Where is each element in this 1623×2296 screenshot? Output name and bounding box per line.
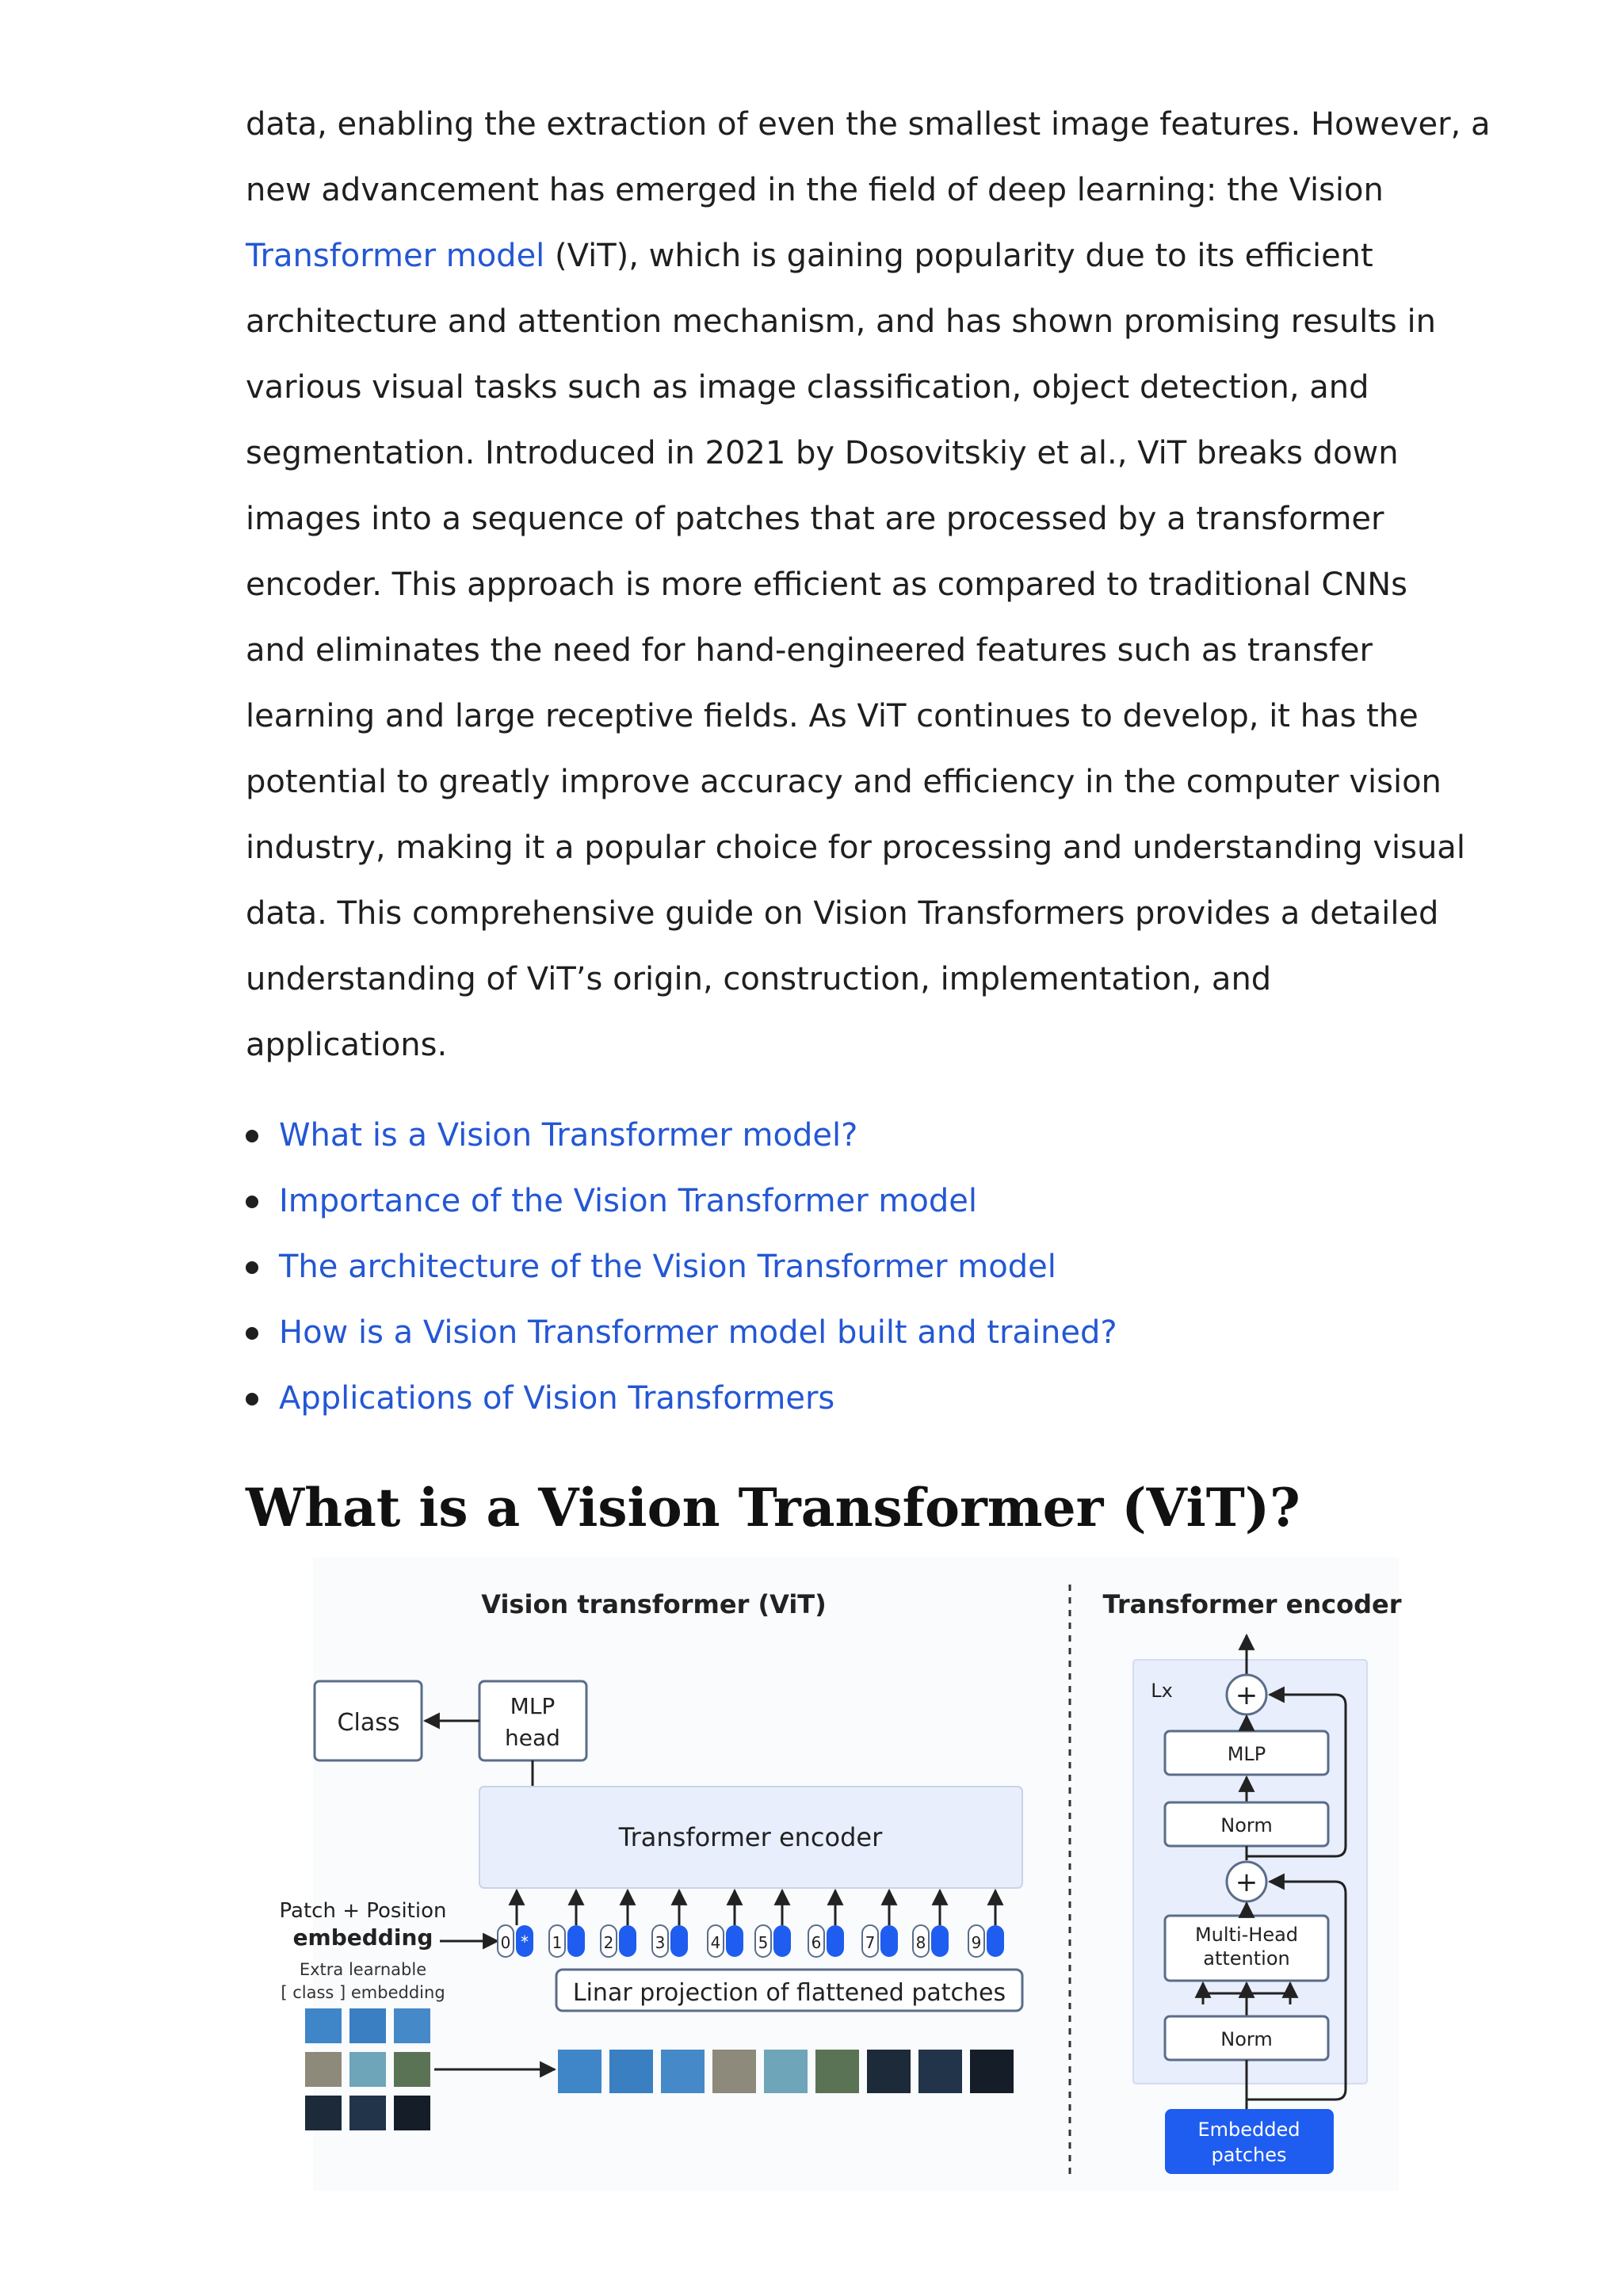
position-index: 0	[500, 1933, 511, 1952]
plus-sign-middle: +	[1235, 1867, 1258, 1898]
position-index: 9	[971, 1933, 982, 1952]
paragraph-line: encoder. This approach is more efficient as compared to traditional CNNs	[246, 566, 1407, 603]
image-patch	[305, 2096, 342, 2130]
bullet-icon	[246, 1130, 258, 1142]
plus-sign-top: +	[1235, 1680, 1258, 1711]
image-patch-grid	[305, 2008, 430, 2130]
toc-item	[246, 1103, 1117, 1169]
class-label: Class	[337, 1709, 400, 1737]
paragraph-line: understanding of ViT’s origin, construction, implementation, and	[246, 961, 1272, 997]
position-index: 1	[552, 1933, 563, 1952]
image-patch	[349, 2052, 386, 2087]
position-index: 6	[811, 1933, 822, 1952]
table-of-contents	[246, 1103, 1117, 1432]
flattened-patch	[815, 2050, 859, 2093]
patch-token	[619, 1925, 636, 1957]
flattened-patch	[867, 2050, 911, 2093]
mha-label-line2: attention	[1203, 1947, 1290, 1970]
paragraph-line: data, enabling the extraction of even the smallest image features. However, a	[246, 106, 1491, 143]
bullet-icon	[246, 1327, 258, 1340]
mha-label-line1: Multi-Head	[1194, 1924, 1299, 1946]
toc-item	[246, 1300, 1117, 1366]
bullet-icon	[246, 1196, 258, 1208]
norm-block-top-label: Norm	[1220, 1814, 1273, 1836]
mlp-block-label: MLP	[1227, 1743, 1266, 1765]
position-index: 7	[865, 1933, 876, 1952]
paragraph-line: various visual tasks such as image classification, object detection, and	[246, 369, 1369, 406]
image-patch	[394, 2008, 430, 2043]
mlp-head-label-line1: MLP	[510, 1693, 556, 1719]
paragraph-line: and eliminates the need for hand-engineered features such as transfer	[246, 632, 1373, 669]
position-index: 5	[758, 1933, 769, 1952]
embedded-patches-label-line1: Embedded	[1197, 2119, 1300, 2141]
section-heading: What is a Vision Transformer (ViT)?	[246, 1477, 1300, 1539]
patch-position-label-line2: embedding	[292, 1924, 433, 1951]
toc-item	[246, 1366, 1117, 1432]
toc-link-built-trained[interactable]: How is a Vision Transformer model built and trained?	[279, 1314, 1117, 1351]
toc-link-applications[interactable]: Applications of Vision Transformers	[279, 1380, 835, 1417]
transformer-encoder-label: Transformer encoder	[618, 1822, 883, 1852]
position-index: 2	[603, 1933, 614, 1952]
patch-token	[670, 1925, 688, 1957]
paragraph-line: segmentation. Introduced in 2021 by Dosovitskiy et al., ViT breaks down	[246, 435, 1399, 471]
paragraph-line: images into a sequence of patches that are processed by a transformer	[246, 501, 1384, 537]
bullet-icon	[246, 1261, 258, 1274]
extra-learnable-label-line2: [ class ] embedding	[281, 1983, 445, 2002]
patch-token	[987, 1925, 1004, 1957]
patch-token	[773, 1925, 791, 1957]
vit-title: Vision transformer (ViT)	[481, 1589, 827, 1619]
transformer-model-link[interactable]: Transformer model	[246, 238, 545, 274]
encoder-detail-title: Transformer encoder	[1102, 1589, 1402, 1619]
image-patch	[305, 2008, 342, 2043]
flattened-patch	[712, 2050, 756, 2093]
mlp-head-label-line2: head	[505, 1725, 560, 1751]
flattened-patch	[970, 2050, 1014, 2093]
class-token-mark: *	[521, 1932, 529, 1951]
flattened-patch	[764, 2050, 808, 2093]
paragraph-line: architecture and attention mechanism, and has shown promising results in	[246, 303, 1436, 340]
patch-position-label-line1: Patch + Position	[279, 1899, 447, 1923]
lx-label: Lx	[1151, 1680, 1173, 1702]
toc-link-importance[interactable]: Importance of the Vision Transformer model	[279, 1183, 977, 1219]
toc-link-architecture[interactable]: The architecture of the Vision Transformer model	[279, 1249, 1056, 1285]
patch-token	[726, 1925, 743, 1957]
image-patch	[394, 2052, 430, 2087]
position-index: 3	[655, 1933, 666, 1952]
paragraph-line: new advancement has emerged in the field of deep learning: the Vision	[246, 172, 1384, 208]
flattened-patch	[661, 2050, 705, 2093]
paragraph-line	[246, 223, 1450, 289]
toc-item	[246, 1234, 1117, 1300]
patch-token	[880, 1925, 898, 1957]
paragraph-line: learning and large receptive fields. As ViT continues to develop, it has the	[246, 698, 1419, 734]
position-index: 8	[915, 1933, 926, 1952]
bullet-icon	[246, 1393, 258, 1405]
extra-learnable-label-line1: Extra learnable	[299, 1960, 427, 1979]
patch-token	[931, 1925, 949, 1957]
paragraph-line-text: (ViT), which is gaining popularity due to its efficient	[544, 238, 1373, 274]
flattened-patch	[609, 2050, 653, 2093]
linear-projection-label: Linar projection of flattened patches	[572, 1979, 1006, 2007]
patch-token	[827, 1925, 844, 1957]
flattened-patch-sequence	[558, 2050, 1014, 2093]
image-patch	[349, 2096, 386, 2130]
norm-block-bottom-label: Norm	[1220, 2028, 1273, 2050]
toc-link-what-is-vit[interactable]: What is a Vision Transformer model?	[279, 1117, 858, 1154]
toc-item	[246, 1169, 1117, 1234]
paragraph-line: industry, making it a popular choice for processing and understanding visual	[246, 830, 1465, 866]
flattened-patch	[918, 2050, 962, 2093]
paragraph-line: potential to greatly improve accuracy and efficiency in the computer vision	[246, 764, 1442, 800]
intro-paragraph	[246, 92, 1491, 1078]
image-patch	[305, 2052, 342, 2087]
flattened-patch	[558, 2050, 601, 2093]
image-patch	[349, 2008, 386, 2043]
paragraph-line: data. This comprehensive guide on Vision Transformers provides a detailed	[246, 895, 1439, 932]
image-patch	[394, 2096, 430, 2130]
paragraph-line: applications.	[246, 1027, 448, 1063]
patch-token	[567, 1925, 585, 1957]
position-index: 4	[710, 1933, 721, 1952]
embedded-patches-label-line2: patches	[1211, 2144, 1287, 2166]
